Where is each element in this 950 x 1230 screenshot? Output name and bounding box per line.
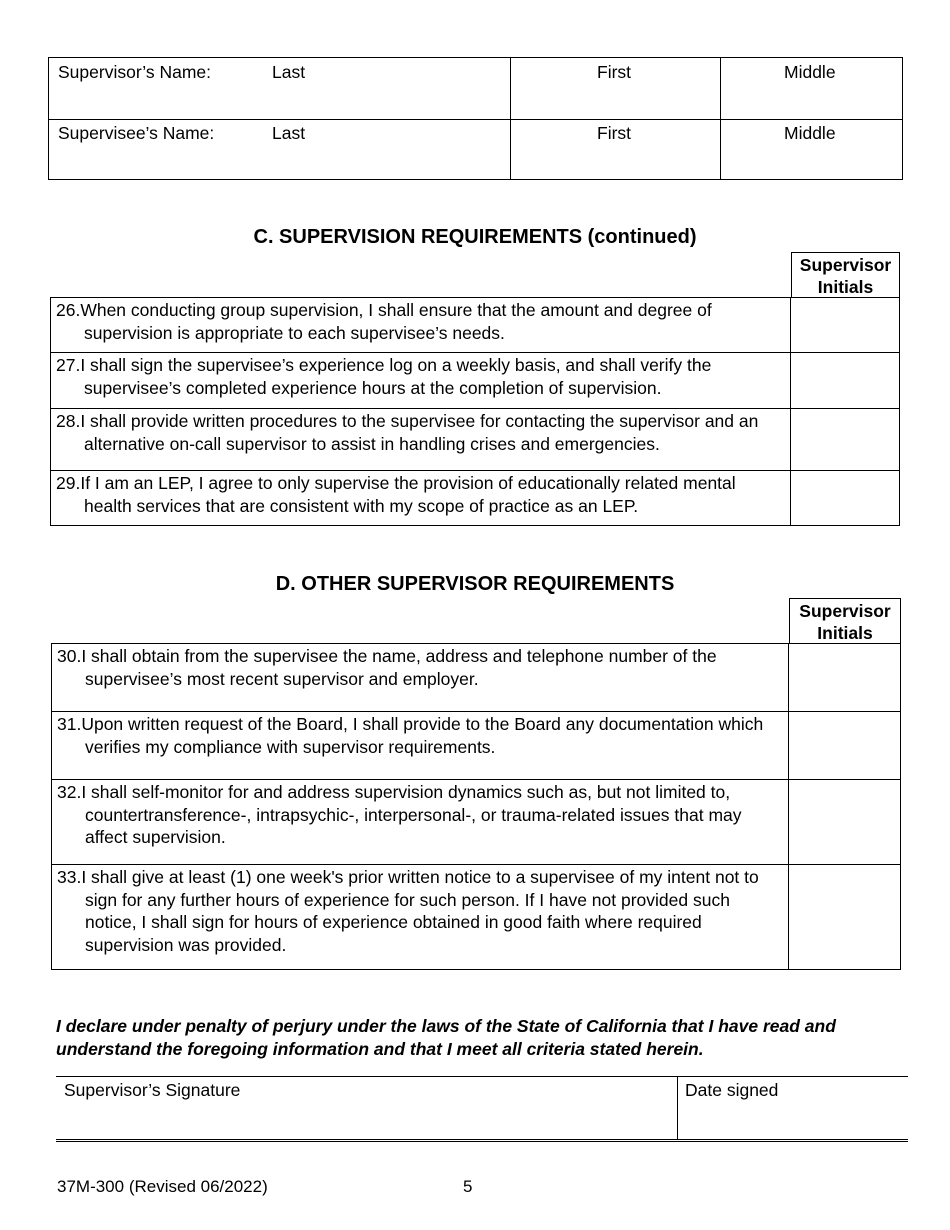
supervisee-name-row [49,119,902,180]
perjury-declaration: I declare under penalty of perjury under the laws of the State of California that I have read and understand the foregoing information and that I meet all criteria stated herein. [56,1016,836,1059]
supervisor-first-label: First [597,62,632,82]
supervisor-middle-label: Middle [784,62,836,82]
supervisor-name-label: Supervisor’s Name: [58,62,212,82]
requirement-text: 29.If I am an LEP, I agree to only supervise the provision of educationally related mental health services that are consistent with my scope of practice as an LEP. [56,473,736,516]
section-d-table [51,643,901,970]
requirement-text: 28.I shall provide written procedures to the supervisee for contacting the supervisor and an alternative on-call supervisor to assist in handling crises and emergencies. [56,411,759,454]
requirement-row [51,409,900,471]
section-c-initials-header [791,252,900,298]
requirement-text: 26.When conducting group supervision, I shall ensure that the amount and degree of supervision is appropriate to each supervisee’s needs. [56,300,712,343]
supervisor-last-label: Last [272,62,306,82]
initials-field[interactable] [791,471,900,526]
supervisee-last-label: Last [272,123,306,143]
requirement-row [51,353,900,409]
supervisee-name-label: Supervisee’s Name: [58,123,215,143]
requirement-text: 33.I shall give at least (1) one week's prior written notice to a supervisee of my intent not to sign for any further hours of experience for such person. If I have not provided such notice, I shall sign for hours of experience obtained in good faith where required supervision was provided. [57,867,759,955]
signature-block [56,1076,908,1142]
initials-header-line: Initials [817,623,873,643]
form-id: 37M-300 (Revised 06/2022) [57,1177,268,1196]
initials-header-line: Supervisor [799,255,892,275]
name-table [48,57,903,180]
requirement-row [52,865,901,970]
supervisee-first-label: First [597,123,632,143]
initials-header-line: Supervisor [799,601,891,621]
initials-field[interactable] [789,712,901,780]
requirement-row [52,644,901,712]
initials-field[interactable] [789,780,901,865]
initials-header-line: Initials [817,277,874,297]
requirement-row [52,712,901,780]
initials-field[interactable] [791,353,900,409]
column-divider [720,58,721,179]
signature-field[interactable] [56,1095,676,1139]
requirement-text: 30.I shall obtain from the supervisee the name, address and telephone number of the supervisee’s most recent supervisor and employer. [57,646,717,689]
requirement-text: 27.I shall sign the supervisee’s experience log on a weekly basis, and shall verify the supervisee’s completed experience hours at the completion of supervision. [56,355,712,398]
initials-field[interactable] [789,865,901,970]
requirement-row [51,471,900,526]
requirement-row [51,298,900,353]
initials-field[interactable] [791,409,900,471]
page-number: 5 [463,1177,473,1196]
section-c-title: C. SUPERVISION REQUIREMENTS (continued) [253,226,697,248]
date-signed-label: Date signed [685,1080,779,1100]
supervisee-middle-label: Middle [784,123,836,143]
supervisor-name-row [49,58,902,120]
section-c-table [50,297,900,526]
signature-divider [677,1077,678,1140]
requirement-text: 31.Upon written request of the Board, I shall provide to the Board any documentation which verifies my compliance with supervisor requirements. [57,714,764,757]
section-d-initials-header [789,598,901,644]
date-signed-field[interactable] [681,1095,907,1139]
initials-field[interactable] [789,644,901,712]
column-divider [510,58,511,179]
signature-label: Supervisor’s Signature [64,1080,241,1100]
requirement-text: 32.I shall self-monitor for and address supervision dynamics such as, but not limited to, countertransference-, intrapsychic-, interpersonal-, or trauma-related issues that may affect supervision. [57,782,742,847]
requirement-row [52,780,901,865]
initials-field[interactable] [791,298,900,353]
section-d-title: D. OTHER SUPERVISOR REQUIREMENTS [275,573,675,595]
